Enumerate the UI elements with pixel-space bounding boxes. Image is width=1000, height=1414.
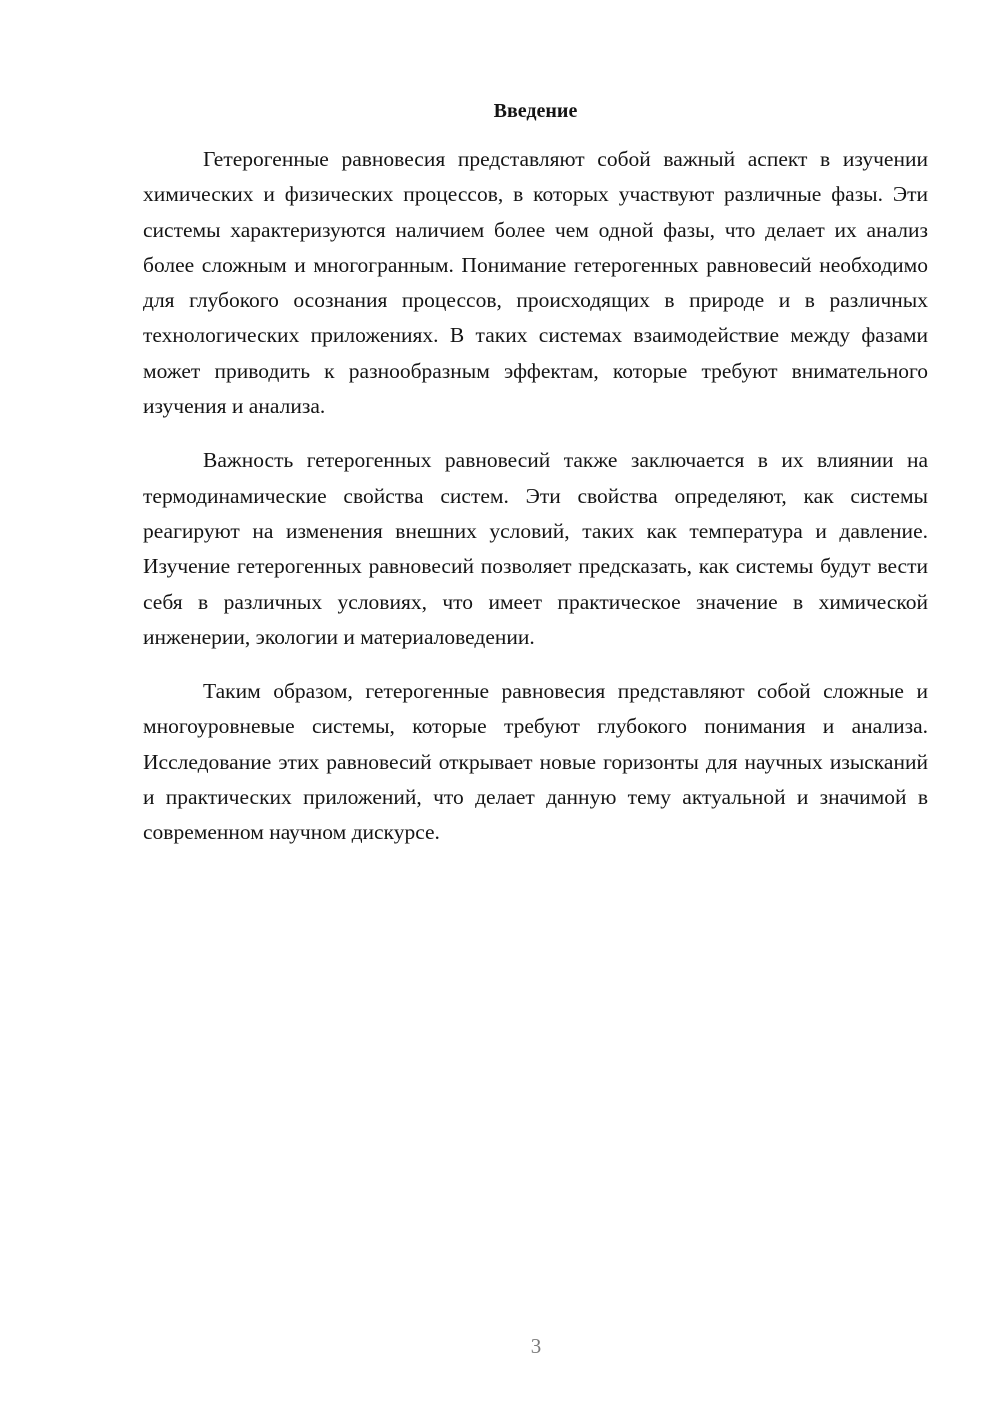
section-heading: Введение xyxy=(493,100,578,122)
paragraph-3: Таким образом, гетерогенные равновесия представляют собой сложные и многоуровневые системы, которые требуют глубокого понимания и анализа. Исследование этих равновесий открывает новые горизонты для научных изысканий и практических приложений, что делает данную тему актуальной и значимой в современном научном дискурсе. xyxy=(143,679,928,845)
page-number: 3 xyxy=(530,1334,542,1358)
document-body xyxy=(143,142,928,870)
paragraph-1: Гетерогенные равновесия представляют собой важный аспект в изучении химических и физических процессов, в которых участвуют различные фазы. Эти системы характеризуются наличием более чем одной фазы, что делает их анализ более сложным и многогранным. Понимание гетерогенных равновесий необходимо для глубокого осознания процессов, происходящих в природе и в различных технологических приложениях. В таких системах взаимодействие между фазами может приводить к разнообразным эффектам, которые требуют внимательного изучения и анализа. xyxy=(143,147,928,419)
paragraph-2: Важность гетерогенных равновесий также заключается в их влиянии на термодинамические свойства систем. Эти свойства определяют, как системы реагируют на изменения внешних условий, таких как температура и давление. Изучение гетерогенных равновесий позволяет предсказать, как системы будут вести себя в различных условиях, что имеет практическое значение в химической инженерии, экологии и материаловедении. xyxy=(143,448,928,649)
